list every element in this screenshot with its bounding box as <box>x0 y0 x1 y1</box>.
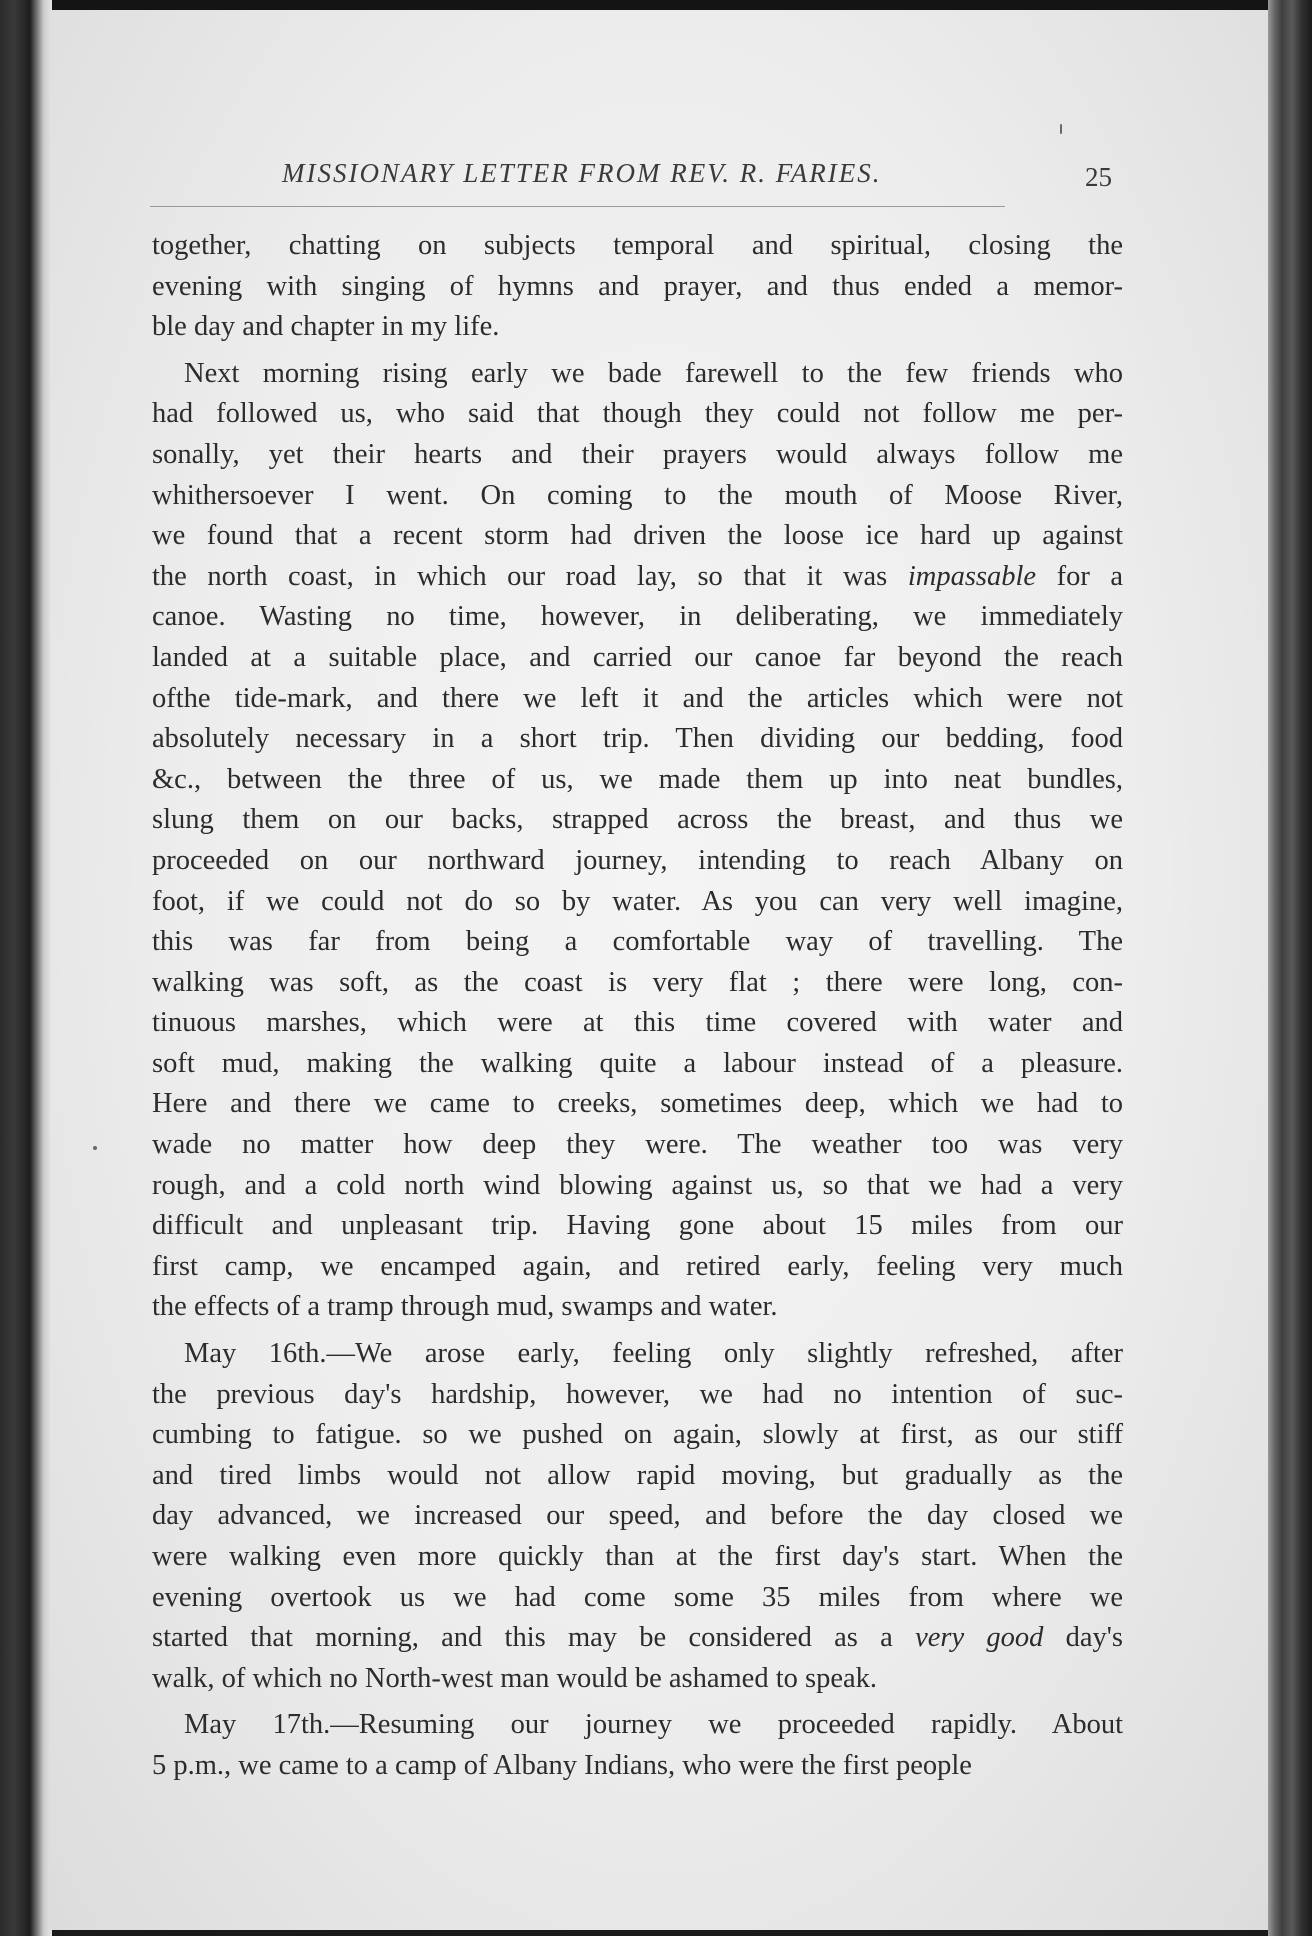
text-line: were walking even more quickly than at the first day's start. When the <box>152 1541 1123 1572</box>
paragraph <box>152 1334 1123 1699</box>
header-rule <box>150 206 1005 207</box>
text-line: evening with singing of hymns and prayer, and thus ended a memor- <box>152 270 1123 302</box>
text-line: the north coast, in which our road lay, so that it was impassable for a <box>152 560 1124 592</box>
page-stack-edge <box>1268 0 1312 1936</box>
text-line: foot, if we could not do so by water. As you can very well imagine, <box>152 885 1123 917</box>
text-line: 5 p.m., we came to a camp of Albany Indians, who were the first people <box>152 1749 972 1781</box>
text-line: soft mud, making the walking quite a labour instead of a pleasure. <box>152 1047 1123 1079</box>
text-line: absolutely necessary in a short trip. Then dividing our bedding, food <box>152 723 1123 755</box>
body-text <box>152 226 1123 1793</box>
text-line: landed at a suitable place, and carried our canoe far beyond the reach <box>152 641 1123 673</box>
running-head: MISSIONARY LETTER FROM REV. R. FARIES. <box>282 158 882 188</box>
text-line: wade no matter how deep they were. The weather too was very <box>152 1129 1123 1161</box>
text-line: May 17th.—Resuming our journey we proceeded rapidly. About <box>184 1709 1123 1741</box>
text-line: rough, and a cold north wind blowing against us, so that we had a very <box>152 1169 1123 1201</box>
text-line: canoe. Wasting no time, however, in deliberating, we immediately <box>152 601 1123 633</box>
text-line: Here and there we came to creeks, sometimes deep, which we had to <box>152 1088 1123 1120</box>
text-line: started that morning, and this may be considered as a very good day's <box>152 1622 1123 1654</box>
text-line: sonally, yet their hearts and their prayers would always follow me <box>152 438 1123 470</box>
text-line: ofthe tide-mark, and there we left it and the articles which were not <box>152 682 1123 714</box>
text-line: first camp, we encamped again, and retired early, feeling very much <box>152 1250 1123 1282</box>
text-line: walking was soft, as the coast is very flat ; there were long, con- <box>152 966 1123 998</box>
text-line: tinuous marshes, which were at this time covered with water and <box>152 1007 1123 1039</box>
text-line: walk, of which no North-west man would be ashamed to speak. <box>152 1662 877 1694</box>
paragraph <box>152 226 1123 348</box>
text-line: cumbing to fatigue. so we pushed on again, slowly at first, as our stiff <box>152 1419 1123 1451</box>
text-line: and tired limbs would not allow rapid moving, but gradually as the <box>152 1459 1123 1491</box>
text-line: the previous day's hardship, however, we had no intention of suc- <box>152 1378 1123 1410</box>
emphasis: impassable <box>907 560 1037 592</box>
text-line: whithersoever I went. On coming to the mouth of Moose River, <box>152 479 1123 511</box>
book-spine-edge <box>0 0 52 1936</box>
paragraph <box>152 354 1123 1328</box>
emphasis: very good <box>915 1622 1044 1654</box>
text-line: we found that a recent storm had driven the loose ice hard up against <box>152 520 1123 552</box>
speck-mark <box>93 1146 97 1150</box>
text-line: slung them on our backs, strapped across the breast, and thus we <box>152 804 1123 836</box>
text-line: day advanced, we increased our speed, and before the day closed we <box>152 1500 1123 1532</box>
text-line: &c., between the three of us, we made them up into neat bundles, <box>152 763 1123 795</box>
text-line: May 16th.—We arose early, feeling only slightly refreshed, after <box>184 1338 1123 1370</box>
text-line: proceeded on our northward journey, intending to reach Albany on <box>152 844 1123 876</box>
speck-mark <box>1060 124 1062 134</box>
text-line: the effects of a tramp through mud, swamps and water. <box>152 1291 778 1323</box>
text-line: had followed us, who said that though they could not follow me per- <box>152 398 1123 430</box>
page-header <box>150 158 1130 198</box>
text-line: this was far from being a comfortable way of travelling. The <box>152 926 1123 958</box>
text-line: difficult and unpleasant trip. Having gone about 15 miles from our <box>152 1210 1123 1242</box>
paragraph <box>152 1705 1123 1786</box>
text-line: ble day and chapter in my life. <box>152 311 500 343</box>
text-line: Next morning rising early we bade farewell to the few friends who <box>184 357 1123 389</box>
text-line: together, chatting on subjects temporal and spiritual, closing the <box>152 230 1123 261</box>
page-number: 25 <box>1085 162 1112 192</box>
text-line: evening overtook us we had come some 35 miles from where we <box>152 1581 1123 1613</box>
